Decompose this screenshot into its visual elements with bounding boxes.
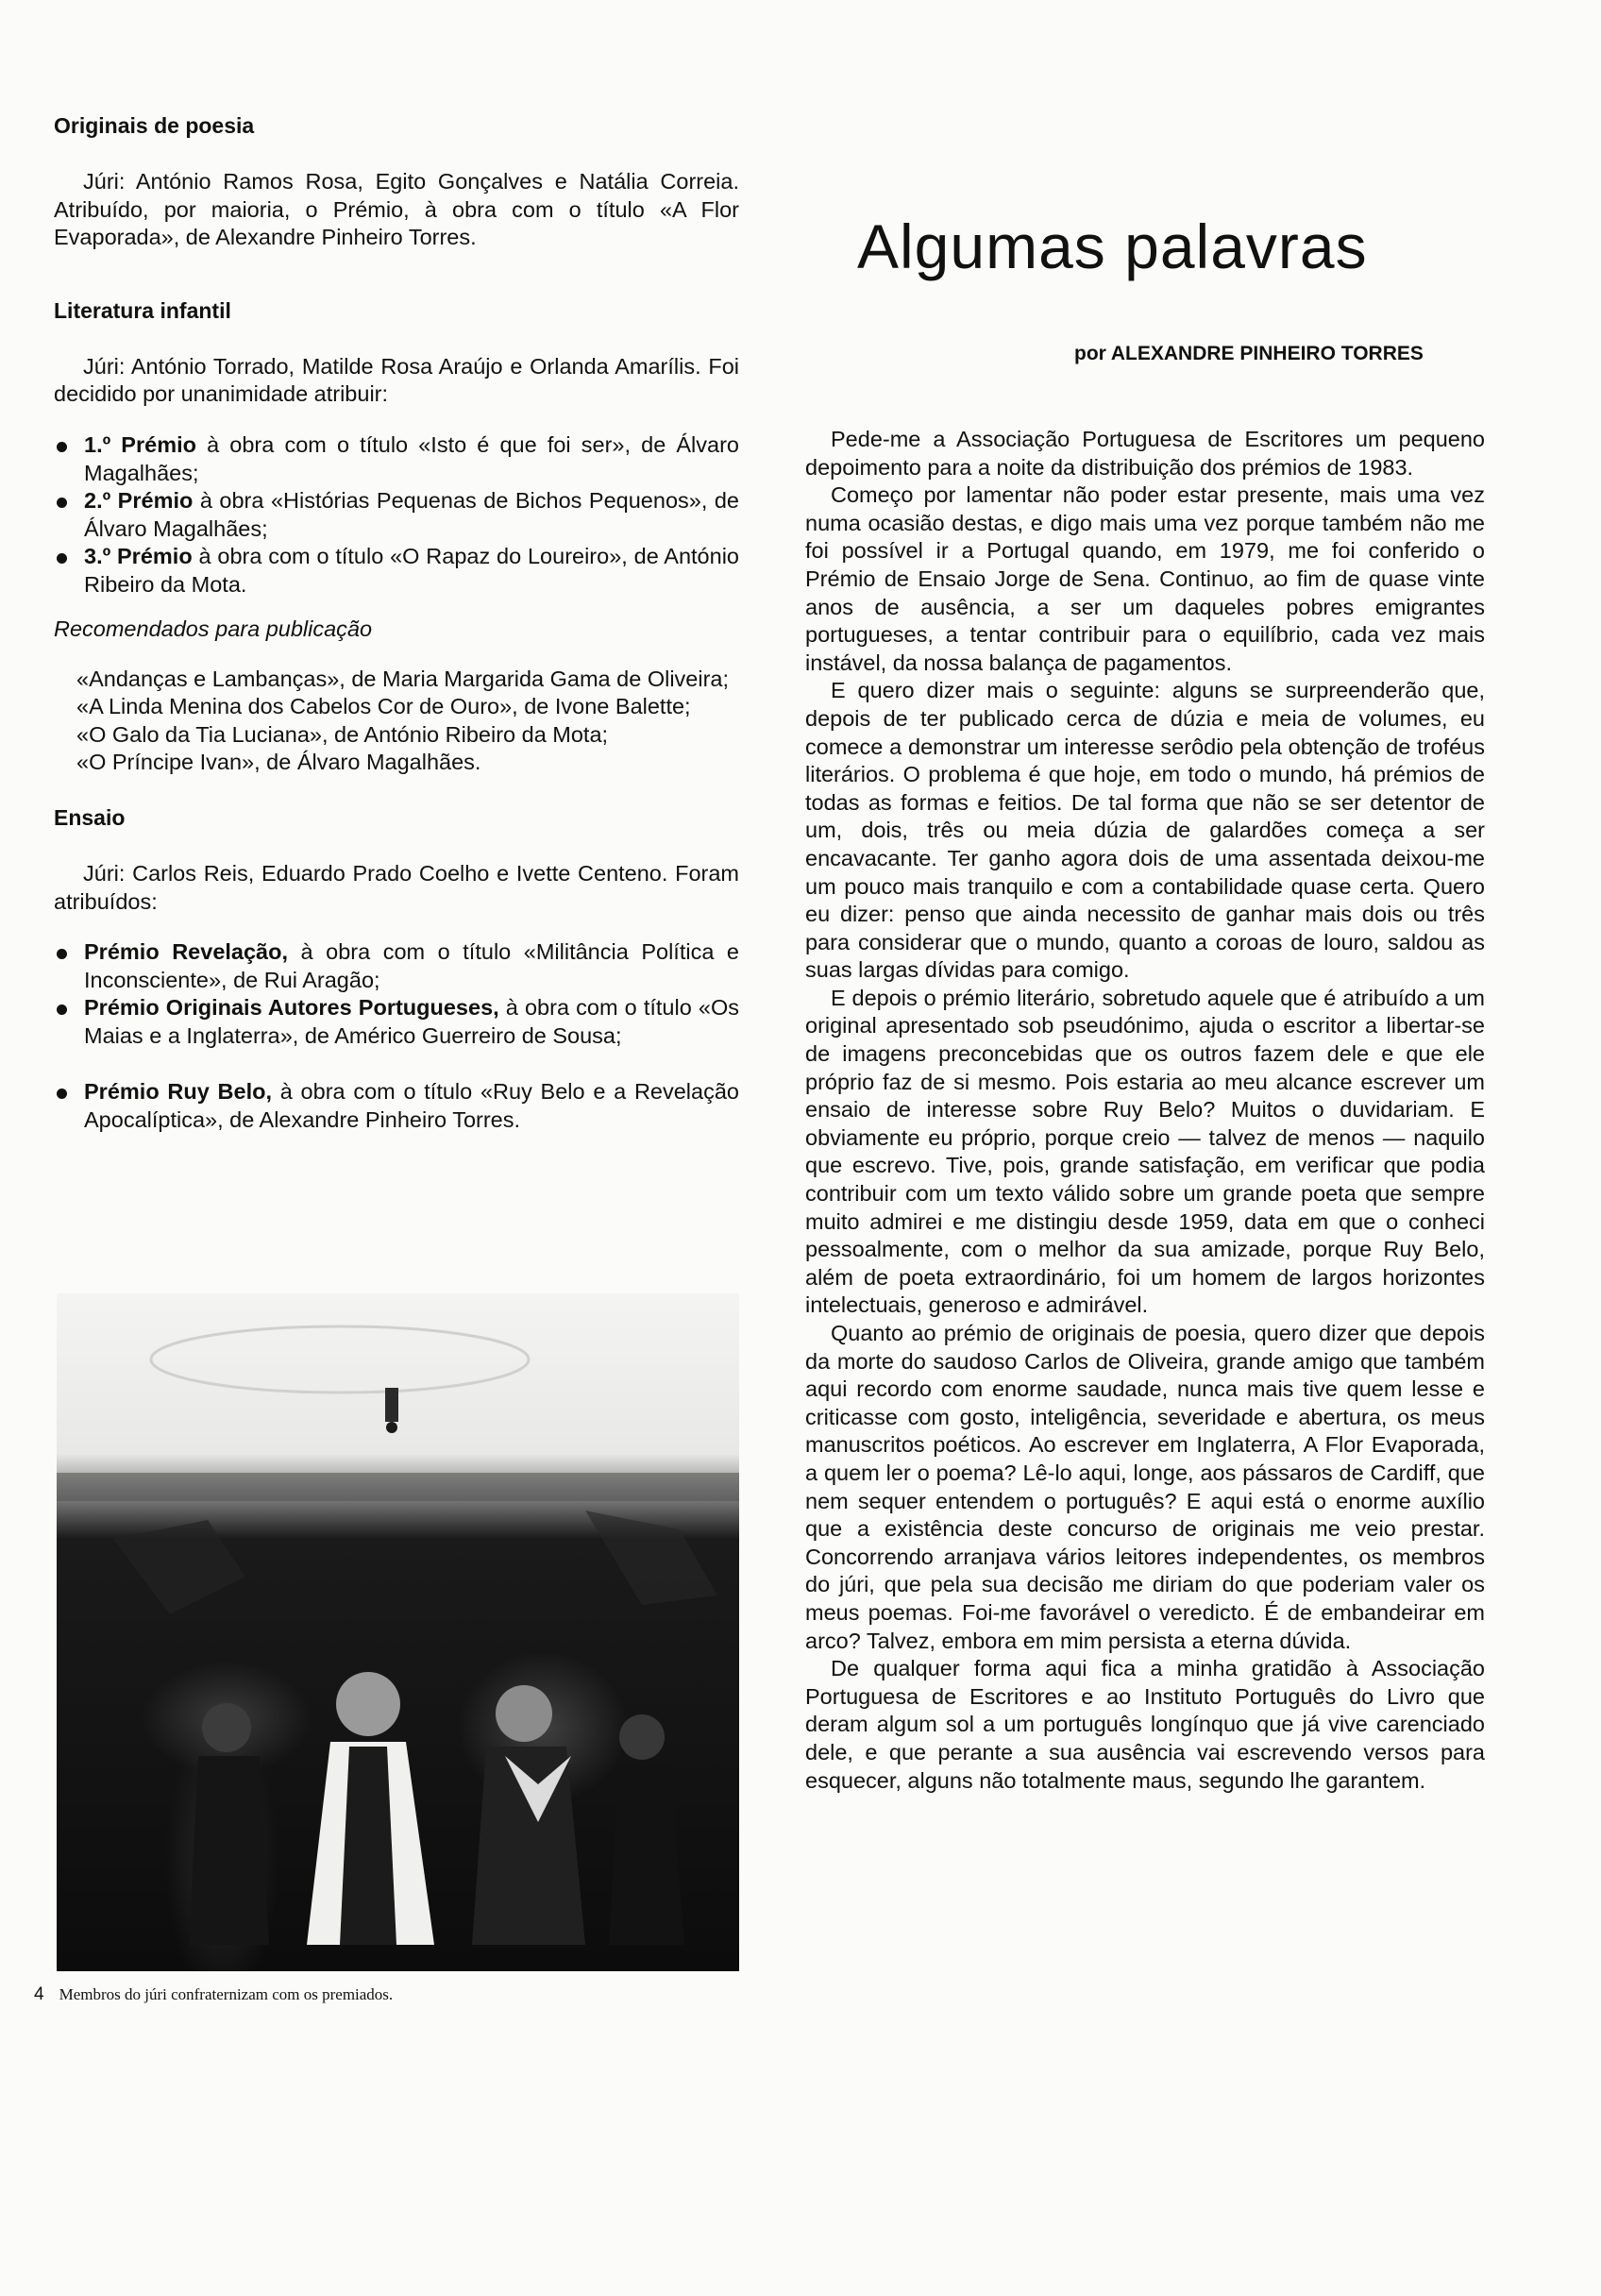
prize-text: à obra com o título «Os Maias e a Inglaterra», de Américo Guerreiro de Sousa;	[84, 995, 739, 1048]
list-item: «A Linda Menina dos Cabelos Cor de Ouro», de Ivone Balette;	[76, 694, 691, 719]
prize-label: 3.º Prémio	[84, 544, 193, 569]
article-paragraph: Quanto ao prémio de originais de poesia, quero dizer que depois da morte do saudoso Carlos de Oliveira, grande amigo que também aqui recordo com enorme saudade, nunca mais tive quem lesse e criticasse com gosto, inteligência, severidade e abertura, os meus manuscritos poéticos. Ao escrever em Inglaterra, A Flor Evaporada, a quem ler o poema? Lê-lo aqui, longe, aos pássaros de Cardiff, que nem sequer entendem o português? E aqui está o enorme auxílio que a existência deste concurso de originais me veio prestar. Concorrendo arranjava vários leitores independentes, os membros do júri, que pela sua decisão me diriam do que poderiam valer os meus poemas. Foi-me favorável o veredicto. É de embandeirar em arco? Talvez, embora em mim persista a eterna dúvida.	[805, 1321, 1485, 1653]
list-item	[54, 543, 739, 599]
prize-label: 2.º Prémio	[84, 488, 194, 514]
recommended-list	[54, 666, 739, 777]
section-heading-poesia: Originais de poesia	[54, 113, 255, 138]
prize-text: à obra com o título «Isto é que foi ser», de Álvaro Magalhães;	[84, 431, 739, 485]
jury-photo	[57, 1293, 739, 1971]
prize-text: à obra com o título «Ruy Belo e a Revelação Apocalíptica», de Alexandre Pinheiro Torres.	[84, 1079, 739, 1133]
section-heading-infantil: Literatura infantil	[54, 297, 231, 323]
photo-illustration	[57, 1293, 739, 1971]
prize-label: 1.º Prémio	[84, 431, 196, 457]
page-number: 4	[34, 1984, 44, 2004]
section-heading-ensaio: Ensaio	[54, 804, 126, 830]
prize-label: Prémio Originais Autores Portugueses,	[84, 995, 499, 1021]
infantil-prize-list	[54, 431, 739, 599]
ensaio-text: Júri: Carlos Reis, Eduardo Prado Coelho e Ivette Centeno. Foram atribuídos:	[54, 860, 739, 914]
prize-text: à obra com o título «Militância Política e Inconsciente», de Rui Aragão;	[84, 939, 739, 992]
list-item: «O Galo da Tia Luciana», de António Ribeiro da Mota;	[76, 721, 609, 747]
list-item: «O Príncipe Ivan», de Álvaro Magalhães.	[76, 750, 481, 775]
article-paragraph: De qualquer forma aqui fica a minha gratidão à Associação Portuguesa de Escritores e ao Instituto Português do Livro que deram algum sol a um português longínquo que já vive carenciado dele, e que perante a sua ausência vai escrevendo versos para esquecer, alguns não totalmente maus, segundo lhe garantem.	[805, 1656, 1485, 1793]
infantil-text: Júri: António Torrado, Matilde Rosa Araújo e Orlanda Amarílis. Foi decidido por unanimidade atribuir:	[54, 353, 739, 407]
article-paragraph: E quero dizer mais o seguinte: alguns se surpreenderão que, depois de ter publicado cerca de dúzia e meia de volumes, eu comece a demonstrar um interesse serôdio pela obtenção de troféus literários. O problema é que hoje, em todo o mundo, há prémios de todas as formas e feitios. De tal forma que não se ser detentor de um, dois, três ou meia dúzia de galardões começa a ser encavacante. Ter ganho agora dois de uma assentada deixou-me um pouco mais tranquilo e com a contabilidade quase certa. Quero eu dizer: penso que ainda necessito de ganhar mais dois ou três para considerar que o mundo, quanto a coroas de louro, saldou as suas largas dívidas para comigo.	[805, 678, 1485, 983]
poesia-text: Júri: António Ramos Rosa, Egito Gonçalves e Natália Correia. Atribuído, por maioria, o Prémio, à obra com o título «A Flor Evaporada», de Alexandre Pinheiro Torres.	[54, 169, 739, 250]
list-item	[54, 431, 739, 487]
list-item	[54, 1078, 739, 1134]
article-paragraph: E depois o prémio literário, sobretudo aquele que é atribuído a um original apresentado sob pseudónimo, ajuda o escritor a libertar-se de imagens preconcebidas que os outros fazem dele e que ele próprio faz de si mesmo. Pois estaria ao meu alcance escrever um ensaio de interesse sobre Ruy Belo? Muitos o duvidariam. E obviamente eu próprio, porque creio — talvez de menos — naquilo que escrevo. Tive, pois, grande satisfação, em verificar que podia contribuir com um texto válido sobre um grande poeta que sempre muito admirei e me distingiu desde 1959, data em que o conheci pessoalmente, com o melhor da sua amizade, porque Ruy Belo, além de poeta extraordinário, foi um homem de largos horizontes intelectuais, generoso e admirável.	[805, 985, 1485, 1318]
prize-text: à obra «Histórias Pequenas de Bichos Pequenos», de Álvaro Magalhães;	[84, 488, 739, 541]
list-item	[54, 487, 739, 543]
article-paragraph: Começo por lamentar não poder estar presente, mais uma vez numa ocasião destas, e digo mais uma vez porque também não me foi possível ir a Portugal quando, em 1979, me foi conferido o Prémio de Ensaio Jorge de Sena. Continuo, ao fim de quase vinte anos de ausência, a ser um daqueles pobres emigrantes portugueses, a tentar contribuir para o equilíbrio, cada vez mais instável, da nossa balança de pagamentos.	[805, 482, 1485, 675]
byline: por ALEXANDRE PINHEIRO TORRES	[1074, 343, 1424, 364]
photo-caption	[34, 1984, 393, 2005]
prize-text: à obra com o título «O Rapaz do Loureiro», de António Ribeiro da Mota.	[84, 544, 739, 597]
caption-text: Membros do júri confraternizam com os premiados.	[59, 1985, 394, 2003]
recommended-heading: Recomendados para publicação	[54, 616, 373, 641]
left-column	[54, 111, 739, 1135]
list-item	[54, 938, 739, 994]
article-title: Algumas palavras	[857, 211, 1368, 281]
ensaio-prize-list	[54, 938, 739, 1135]
article-body	[805, 426, 1485, 1795]
article-paragraph: Pede-me a Associação Portuguesa de Escritores um pequeno depoimento para a noite da distribuição dos prémios de 1983.	[805, 427, 1485, 480]
list-item	[54, 994, 739, 1050]
list-item: «Andanças e Lambanças», de Maria Margarida Gama de Oliveira;	[76, 666, 730, 691]
prize-label: Prémio Revelação,	[84, 939, 289, 965]
prize-label: Prémio Ruy Belo,	[84, 1079, 272, 1105]
